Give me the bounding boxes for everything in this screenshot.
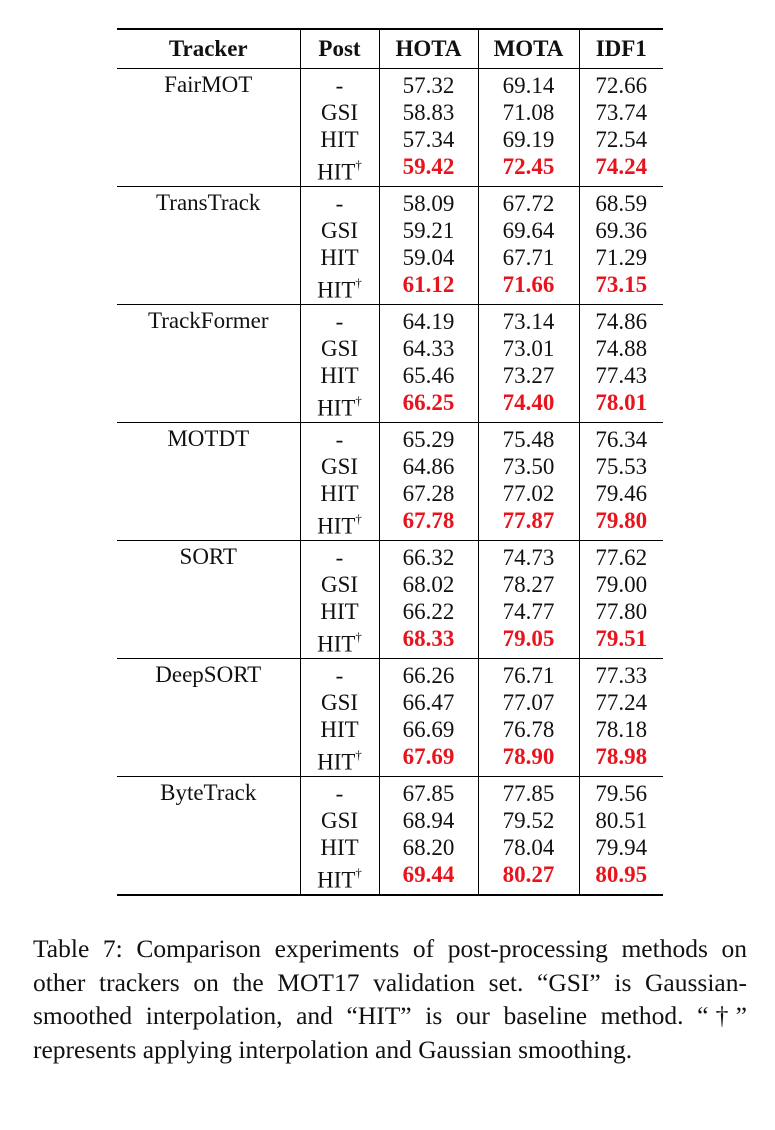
hota-cell: 66.69 [402,717,455,742]
hota-column [379,541,478,659]
hota-cell: 68.20 [402,835,455,860]
post-method-cell: HIT [320,127,359,152]
post-method-label: HIT [317,159,356,185]
hota-cell: 68.94 [402,808,455,833]
idf1-cell: 74.24 [595,154,648,179]
post-column [300,69,379,187]
mota-cell: 74.40 [502,390,555,415]
hota-cell: 64.33 [402,336,455,361]
idf1-cell: 75.53 [595,454,648,479]
idf1-cell: 79.94 [595,835,648,860]
mota-cell: 71.66 [502,272,555,297]
hota-cell: 61.12 [402,272,455,297]
post-method-label: HIT [317,395,356,421]
tracker-group [117,69,663,187]
tracker-name: SORT [179,544,237,569]
idf1-cell: 74.88 [595,336,648,361]
dagger-mark: † [355,629,362,644]
header-mota: MOTA [478,29,579,69]
tracker-name: TrackFormer [147,308,269,333]
post-method-cell: HIT [320,717,359,742]
hota-cell: 66.32 [402,545,455,570]
tracker-group [117,659,663,777]
post-column [300,305,379,423]
mota-column [478,69,579,187]
post-method-cell: HIT [320,835,359,860]
hota-cell: 68.02 [402,572,455,597]
idf1-cell: 77.43 [595,363,648,388]
mota-cell: 77.07 [502,690,555,715]
hota-cell: 67.69 [402,744,455,769]
post-method-cell: - [335,191,344,216]
mota-cell: 76.71 [502,663,555,688]
mota-column [478,305,579,423]
post-method-cell: GSI [320,808,359,833]
post-method-cell: GSI [320,572,359,597]
mota-cell: 73.14 [502,309,555,334]
mota-column [478,541,579,659]
post-method-cell: HIT [320,599,359,624]
mota-cell: 74.77 [502,599,555,624]
mota-cell: 67.71 [502,245,555,270]
tracker-group [117,305,663,423]
post-method-label: HIT [317,277,356,303]
hota-cell: 59.42 [402,154,455,179]
mota-cell: 69.19 [502,127,555,152]
hota-cell: 64.19 [402,309,455,334]
hota-column [379,305,478,423]
mota-cell: 67.72 [502,191,555,216]
mota-cell: 69.14 [502,73,555,98]
hota-cell: 59.04 [402,245,455,270]
tracker-group [117,187,663,305]
idf1-cell: 76.34 [595,427,648,452]
tracker-name: ByteTrack [160,780,257,805]
mota-cell: 78.27 [502,572,555,597]
hota-cell: 66.25 [402,390,455,415]
post-method-cell [301,389,379,421]
idf1-cell: 73.15 [595,272,648,297]
idf1-cell: 72.54 [595,127,648,152]
dagger-mark: † [355,157,362,172]
hota-column [379,659,478,777]
mota-cell: 77.02 [502,481,555,506]
idf1-cell: 77.80 [595,599,648,624]
idf1-column [579,541,663,659]
idf1-cell: 79.80 [595,508,648,533]
post-method-cell: GSI [320,100,359,125]
idf1-column [579,187,663,305]
post-column [300,659,379,777]
table-caption: Table 7: Comparison experiments of post-processing methods on other trackers on the MOT17 validation set. “GSI” is Gaussian-smoothed interpolation, and “HIT” is our baseline method. “†” represents applying interpolation and Gaussian smoothing. [33,934,747,1064]
tracker-group [117,423,663,541]
mota-cell: 79.52 [502,808,555,833]
post-method-cell [301,271,379,303]
mota-cell: 78.04 [502,835,555,860]
hota-column [379,423,478,541]
idf1-cell: 68.59 [595,191,648,216]
mota-column [478,187,579,305]
post-method-cell: - [335,781,344,806]
post-method-cell [301,507,379,539]
header-tracker: Tracker [117,29,300,69]
hota-column [379,69,478,187]
idf1-column [579,659,663,777]
idf1-cell: 72.66 [595,73,648,98]
post-method-cell: - [335,73,344,98]
tracker-name: FairMOT [164,72,253,97]
header-row [117,29,663,69]
hota-cell: 67.85 [402,781,455,806]
hota-cell: 65.46 [402,363,455,388]
hota-cell: 58.09 [402,191,455,216]
hota-cell: 69.44 [402,862,455,887]
post-method-cell: HIT [320,363,359,388]
post-method-cell: HIT [320,481,359,506]
post-method-cell [301,153,379,185]
idf1-cell: 78.18 [595,717,648,742]
dagger-mark: † [355,865,362,880]
hota-column [379,777,478,896]
hota-column [379,187,478,305]
dagger-mark: † [355,393,362,408]
post-method-cell [301,861,379,893]
hota-cell: 59.21 [402,218,455,243]
hota-cell: 64.86 [402,454,455,479]
mota-cell: 74.73 [502,545,555,570]
idf1-cell: 77.24 [595,690,648,715]
post-column [300,777,379,896]
hota-cell: 66.26 [402,663,455,688]
idf1-cell: 73.74 [595,100,648,125]
hota-cell: 65.29 [402,427,455,452]
tracker-name: TransTrack [156,190,261,215]
hota-cell: 68.33 [402,626,455,651]
header-hota: HOTA [379,29,478,69]
tracker-name: DeepSORT [155,662,262,687]
hota-cell: 66.47 [402,690,455,715]
mota-cell: 71.08 [502,100,555,125]
idf1-cell: 79.00 [595,572,648,597]
post-method-cell: - [335,663,344,688]
mota-cell: 77.87 [502,508,555,533]
results-table [117,28,663,896]
mota-cell: 69.64 [502,218,555,243]
post-method-label: HIT [317,749,356,775]
post-method-cell: - [335,309,344,334]
post-column [300,187,379,305]
idf1-cell: 74.86 [595,309,648,334]
mota-cell: 75.48 [502,427,555,452]
mota-cell: 76.78 [502,717,555,742]
mota-cell: 80.27 [502,862,555,887]
post-method-cell: - [335,427,344,452]
idf1-column [579,423,663,541]
post-column [300,423,379,541]
post-method-cell: GSI [320,690,359,715]
dagger-mark: † [355,511,362,526]
post-method-cell: GSI [320,218,359,243]
idf1-cell: 78.98 [595,744,648,769]
mota-cell: 73.50 [502,454,555,479]
post-method-cell [301,743,379,775]
mota-cell: 78.90 [502,744,555,769]
post-column [300,541,379,659]
dagger-mark: † [355,275,362,290]
hota-cell: 58.83 [402,100,455,125]
idf1-cell: 80.51 [595,808,648,833]
tracker-group [117,541,663,659]
table-body [117,69,663,896]
idf1-column [579,305,663,423]
mota-column [478,423,579,541]
post-method-cell: GSI [320,454,359,479]
idf1-cell: 77.62 [595,545,648,570]
mota-cell: 72.45 [502,154,555,179]
post-method-label: HIT [317,513,356,539]
mota-column [478,659,579,777]
post-method-cell: HIT [320,245,359,270]
post-method-cell: - [335,545,344,570]
hota-cell: 67.28 [402,481,455,506]
mota-cell: 77.85 [502,781,555,806]
post-method-cell [301,625,379,657]
hota-cell: 57.34 [402,127,455,152]
idf1-cell: 78.01 [595,390,648,415]
idf1-cell: 79.51 [595,626,648,651]
idf1-cell: 79.56 [595,781,648,806]
idf1-cell: 79.46 [595,481,648,506]
mota-cell: 73.01 [502,336,555,361]
mota-column [478,777,579,896]
header-idf1: IDF1 [579,29,663,69]
mota-cell: 73.27 [502,363,555,388]
post-method-label: HIT [317,867,356,893]
idf1-column [579,777,663,896]
post-method-cell: GSI [320,336,359,361]
hota-cell: 66.22 [402,599,455,624]
post-method-label: HIT [317,631,356,657]
tracker-name: MOTDT [167,426,250,451]
mota-cell: 79.05 [502,626,555,651]
idf1-cell: 77.33 [595,663,648,688]
idf1-cell: 69.36 [595,218,648,243]
hota-cell: 67.78 [402,508,455,533]
tracker-group [117,777,663,896]
dagger-mark: † [355,747,362,762]
hota-cell: 57.32 [402,73,455,98]
idf1-cell: 71.29 [595,245,648,270]
header-post: Post [300,29,379,69]
idf1-column [579,69,663,187]
idf1-cell: 80.95 [595,862,648,887]
